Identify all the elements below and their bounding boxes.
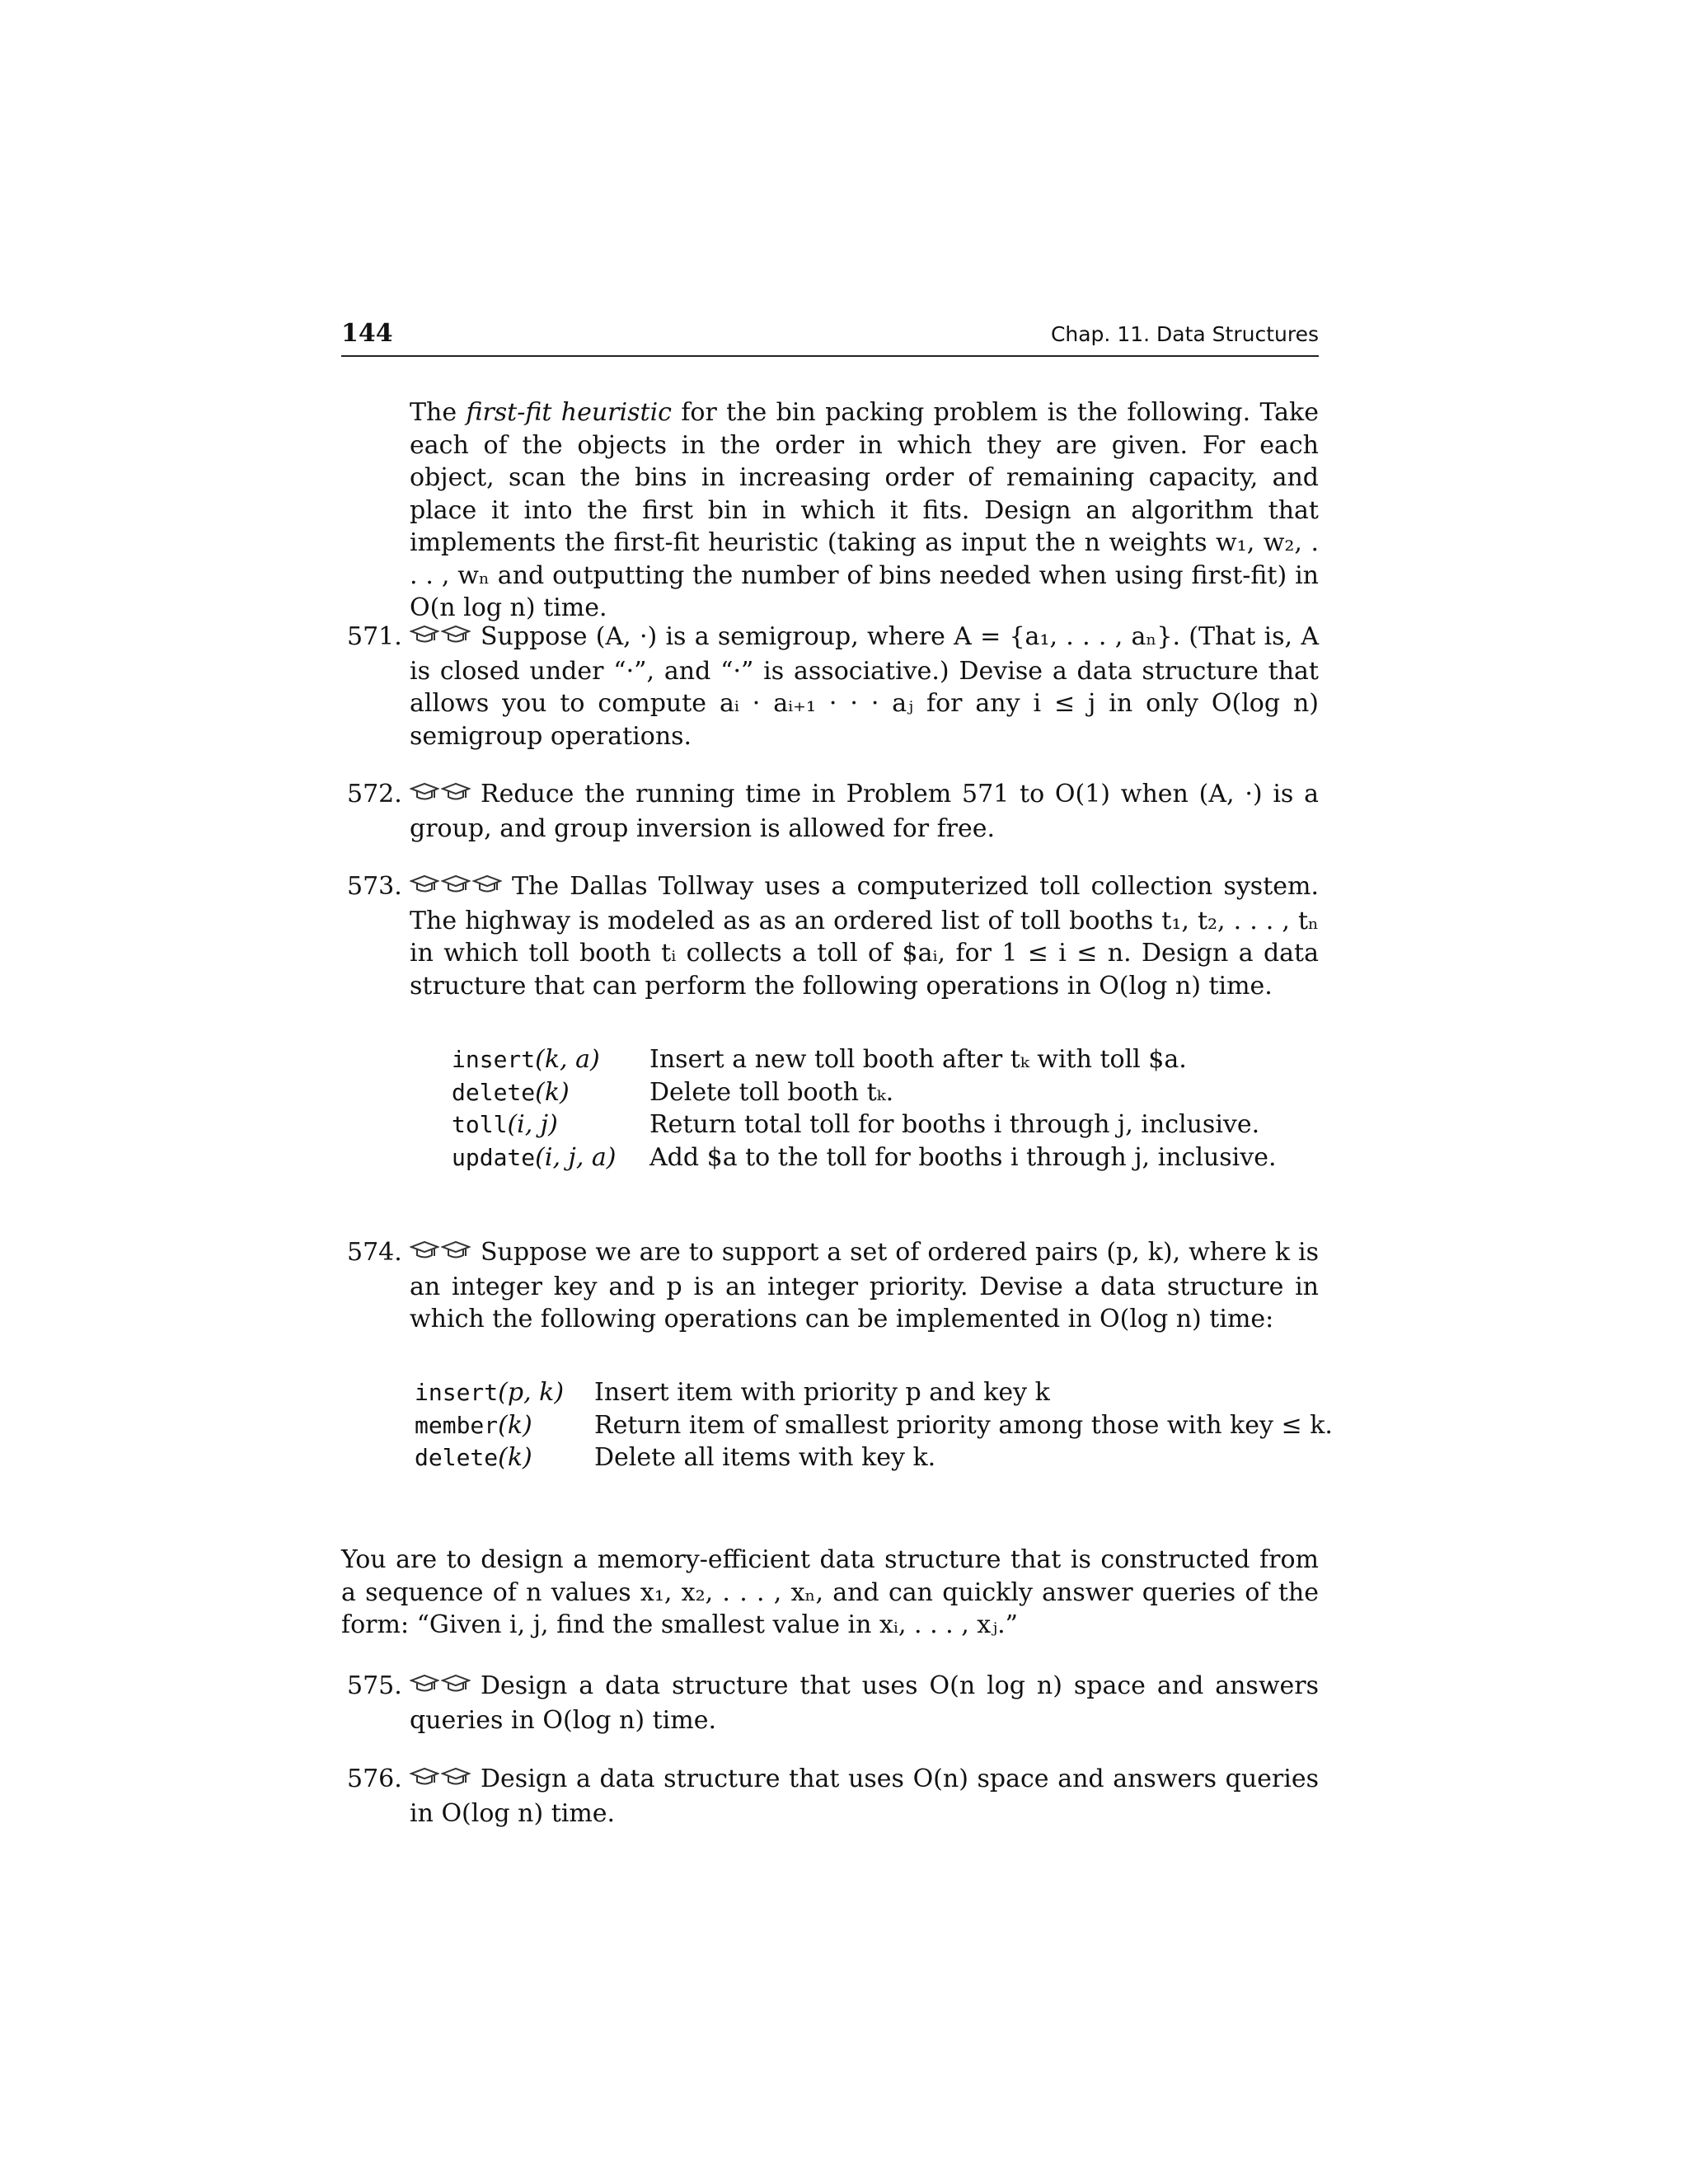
problem-574 bbox=[410, 1236, 1319, 1336]
operation-name: insert bbox=[415, 1379, 499, 1406]
operation-signature bbox=[415, 1376, 594, 1409]
operation-signature bbox=[452, 1043, 649, 1076]
operation-args: (k, a) bbox=[535, 1045, 600, 1074]
problem-text: Design a data structure that uses O(n log n) space and answers queries in O(log n) time. bbox=[410, 1671, 1319, 1735]
paragraph-text: You are to design a memory-efficient data structure that is constructed from a sequence of n values x₁, x₂, . . . , xₙ, and can quickly answer queries of the form: “Given i, j, find the smallest value in xᵢ, . . . , xⱼ.” bbox=[341, 1545, 1319, 1639]
operation-description: Insert a new toll booth after tₖ with toll $a. bbox=[649, 1045, 1187, 1074]
operation-signature bbox=[415, 1441, 594, 1474]
intro-text-start: The bbox=[410, 398, 467, 427]
intro-text-rest: for the bin packing problem is the following. Take each of the objects in the order in which they are given. For each object, scan the bins in increasing order of remaining capacity, and place it into the first bin in which it fits. Design an algorithm that implements the first-fit heuristic (taking as input the n weights w₁, w₂, . . . , wₙ and outputting the number of bins needed when using first-fit) in O(n log n) time. bbox=[410, 398, 1319, 622]
operation-row bbox=[452, 1108, 1277, 1141]
problem-number: 573. bbox=[347, 872, 402, 901]
operation-name: member bbox=[415, 1411, 499, 1439]
problem-573 bbox=[410, 870, 1319, 1002]
difficulty-icon bbox=[410, 622, 472, 655]
difficulty-icon bbox=[410, 1765, 472, 1797]
operation-row bbox=[415, 1376, 1333, 1409]
problem-number: 574. bbox=[347, 1238, 402, 1267]
first-fit-term: first-fit heuristic bbox=[466, 398, 672, 427]
operations-table bbox=[452, 1043, 1277, 1174]
operation-signature bbox=[452, 1108, 649, 1141]
difficulty-icon bbox=[410, 1671, 472, 1704]
range-min-paragraph bbox=[341, 1544, 1319, 1642]
page-number: 144 bbox=[341, 319, 393, 348]
problem-number: 576. bbox=[347, 1765, 402, 1793]
operation-description: Add $a to the toll for booths i through j, inclusive. bbox=[649, 1142, 1277, 1172]
operation-description: Return total toll for booths i through j, inclusive. bbox=[649, 1110, 1260, 1139]
operation-row bbox=[415, 1441, 1333, 1474]
operation-args: (k) bbox=[498, 1443, 532, 1472]
problem-text: Suppose we are to support a set of ordered pairs (p, k), where k is an integer key and p is an integer priority. Devise a data structure in which the following operations can be implemented in O(log n) time: bbox=[410, 1238, 1319, 1333]
operation-signature bbox=[415, 1409, 594, 1442]
operation-name: toll bbox=[452, 1111, 508, 1138]
operation-args: (p, k) bbox=[498, 1378, 565, 1407]
operation-row bbox=[452, 1141, 1277, 1174]
operation-name: delete bbox=[452, 1078, 536, 1106]
problem-text: Suppose (A, ·) is a semigroup, where A = {a₁, . . . , aₙ}. (That is, A is closed under “·”, and “·” is associative.) Devise a data structure that allows you to compute aᵢ · aᵢ₊₁ · · · aⱼ for any i ≤ j in only O(log n) semigroup operations. bbox=[410, 622, 1319, 751]
operations-table bbox=[415, 1376, 1333, 1474]
difficulty-icon bbox=[410, 1238, 472, 1271]
operation-args: (i, j) bbox=[507, 1110, 558, 1139]
operation-row bbox=[452, 1043, 1277, 1076]
running-header bbox=[341, 319, 1319, 357]
operation-name: insert bbox=[452, 1046, 536, 1073]
operation-row bbox=[415, 1409, 1333, 1442]
difficulty-icon bbox=[410, 872, 504, 905]
problem-576 bbox=[410, 1763, 1319, 1830]
problem-number: 572. bbox=[347, 780, 402, 808]
problem-text: Design a data structure that uses O(n) space and answers queries in O(log n) time. bbox=[410, 1765, 1319, 1828]
operation-args: (k) bbox=[498, 1410, 532, 1440]
operation-description: Delete all items with key k. bbox=[594, 1443, 936, 1472]
operation-row bbox=[452, 1076, 1277, 1109]
problem-number: 575. bbox=[347, 1671, 402, 1700]
operation-description: Insert item with priority p and key k bbox=[594, 1378, 1050, 1407]
intro-paragraph bbox=[410, 396, 1319, 625]
problem-571 bbox=[410, 621, 1319, 752]
difficulty-icon bbox=[410, 780, 472, 813]
operation-args: (k) bbox=[535, 1077, 570, 1107]
problem-text: Reduce the running time in Problem 571 to O(1) when (A, ·) is a group, and group inversion is allowed for free. bbox=[410, 780, 1319, 843]
operation-description: Return item of smallest priority among those with key ≤ k. bbox=[594, 1410, 1333, 1440]
operation-description: Delete toll booth tₖ. bbox=[649, 1077, 894, 1107]
operation-name: update bbox=[452, 1143, 536, 1171]
problem-text: The Dallas Tollway uses a computerized toll collection system. The highway is modeled as as an ordered list of toll booths t₁, t₂, . . . , tₙ in which toll booth tᵢ collects a toll of $aᵢ, for 1 ≤ i ≤ n. Design a data structure that can perform the following operations in O(log n) time. bbox=[410, 872, 1319, 1001]
problem-572 bbox=[410, 778, 1319, 845]
operation-args: (i, j, a) bbox=[535, 1142, 617, 1172]
operation-signature bbox=[452, 1076, 649, 1109]
operation-name: delete bbox=[415, 1444, 499, 1471]
chapter-title: Chap. 11. Data Structures bbox=[1050, 322, 1319, 346]
problem-number: 571. bbox=[347, 622, 402, 651]
operation-signature bbox=[452, 1141, 649, 1174]
problem-575 bbox=[410, 1670, 1319, 1736]
